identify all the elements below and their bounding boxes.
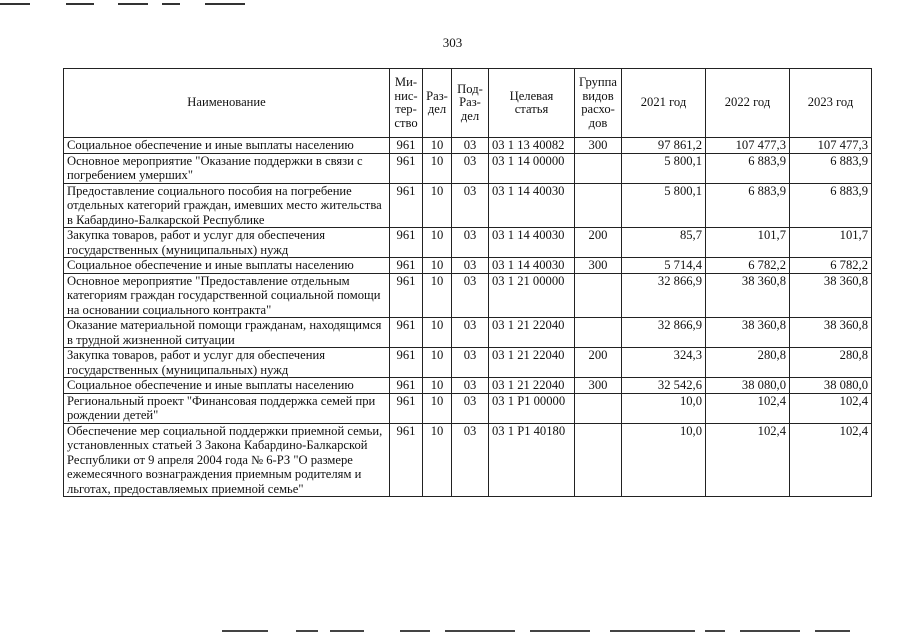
row-name: Социальное обеспечение и иные выплаты населению (64, 258, 390, 274)
row-ministry: 961 (390, 153, 423, 183)
row-subsection: 03 (452, 318, 489, 348)
table-row (64, 273, 872, 318)
row-2022: 280,8 (706, 348, 790, 378)
row-article: 03 1 14 40030 (489, 258, 575, 274)
row-2023: 6 883,9 (790, 183, 872, 228)
row-2021: 32 542,6 (622, 378, 706, 394)
row-subsection: 03 (452, 273, 489, 318)
header-article-label: Целевая статья (509, 88, 554, 116)
header-section (423, 69, 452, 138)
row-name: Социальное обеспечение и иные выплаты населению (64, 138, 390, 154)
header-group (575, 69, 622, 138)
row-2023: 107 477,3 (790, 138, 872, 154)
row-name: Закупка товаров, работ и услуг для обеспечения государственных (муниципальных) нужд (64, 228, 390, 258)
row-2022: 102,4 (706, 393, 790, 423)
row-group: 300 (575, 138, 622, 154)
row-2022: 107 477,3 (706, 138, 790, 154)
row-2022: 6 883,9 (706, 183, 790, 228)
row-2021: 5 714,4 (622, 258, 706, 274)
row-group (575, 153, 622, 183)
row-2021: 97 861,2 (622, 138, 706, 154)
table-header-row (64, 69, 872, 138)
row-article: 03 1 21 22040 (489, 318, 575, 348)
row-section: 10 (423, 348, 452, 378)
header-2021: 2021 год (622, 69, 706, 138)
row-subsection: 03 (452, 423, 489, 497)
row-2021: 32 866,9 (622, 318, 706, 348)
table-row (64, 138, 872, 154)
row-ministry: 961 (390, 228, 423, 258)
row-section: 10 (423, 138, 452, 154)
row-name: Закупка товаров, работ и услуг для обеспечения государственных (муниципальных) нужд (64, 348, 390, 378)
row-2021: 10,0 (622, 423, 706, 497)
row-2021: 32 866,9 (622, 273, 706, 318)
header-subsection-label: Под- Раз- дел (457, 81, 483, 123)
row-group (575, 393, 622, 423)
row-group (575, 423, 622, 497)
row-2023: 38 360,8 (790, 318, 872, 348)
row-2023: 38 360,8 (790, 273, 872, 318)
row-name: Основное мероприятие "Оказание поддержки в связи с погребением умерших" (64, 153, 390, 183)
row-subsection: 03 (452, 258, 489, 274)
row-2022: 102,4 (706, 423, 790, 497)
table-row (64, 348, 872, 378)
row-subsection: 03 (452, 393, 489, 423)
table-row (64, 258, 872, 274)
page-number: 303 (442, 35, 463, 50)
row-2021: 324,3 (622, 348, 706, 378)
row-2023: 6 883,9 (790, 153, 872, 183)
row-article: 03 1 21 22040 (489, 378, 575, 394)
row-subsection: 03 (452, 138, 489, 154)
row-group: 300 (575, 258, 622, 274)
header-ministry (390, 69, 423, 138)
row-group: 200 (575, 228, 622, 258)
row-ministry: 961 (390, 423, 423, 497)
row-article: 03 1 P1 00000 (489, 393, 575, 423)
header-2022: 2022 год (706, 69, 790, 138)
row-ministry: 961 (390, 183, 423, 228)
row-section: 10 (423, 423, 452, 497)
row-article: 03 1 14 00000 (489, 153, 575, 183)
row-ministry: 961 (390, 138, 423, 154)
row-2021: 5 800,1 (622, 153, 706, 183)
row-2023: 280,8 (790, 348, 872, 378)
row-section: 10 (423, 228, 452, 258)
table-row (64, 183, 872, 228)
row-ministry: 961 (390, 318, 423, 348)
header-section-label: Раз- дел (426, 88, 448, 116)
row-group (575, 183, 622, 228)
row-section: 10 (423, 393, 452, 423)
row-section: 10 (423, 273, 452, 318)
row-name: Социальное обеспечение и иные выплаты населению (64, 378, 390, 394)
row-group (575, 273, 622, 318)
row-2021: 85,7 (622, 228, 706, 258)
row-name: Основное мероприятие "Предоставление отдельным категориям граждан государственной социальной помощи на основании социального контракта" (64, 273, 390, 318)
budget-table (63, 68, 872, 497)
row-ministry: 961 (390, 348, 423, 378)
row-section: 10 (423, 258, 452, 274)
row-subsection: 03 (452, 183, 489, 228)
header-ministry-label: Ми- нис- тер- ство (394, 75, 418, 130)
row-subsection: 03 (452, 348, 489, 378)
row-ministry: 961 (390, 258, 423, 274)
scan-artifact-top (0, 0, 905, 12)
table-row (64, 228, 872, 258)
row-article: 03 1 21 22040 (489, 348, 575, 378)
row-section: 10 (423, 318, 452, 348)
row-subsection: 03 (452, 228, 489, 258)
row-2022: 6 782,2 (706, 258, 790, 274)
row-2023: 38 080,0 (790, 378, 872, 394)
row-2021: 10,0 (622, 393, 706, 423)
row-2022: 6 883,9 (706, 153, 790, 183)
scan-artifact-bottom (0, 626, 905, 640)
row-name: Обеспечение мер социальной поддержки приемной семьи, установленных статьей 3 Закона Кабардино-Балкарской Республики от 9 апреля 2004 года № 6-РЗ "О размере ежемесячного вознаграждения приемным родителям и льготах, предоставляемых приемной семье" (64, 423, 390, 497)
row-name: Предоставление социального пособия на погребение отдельных категорий граждан, имевших место жительства в Кабардино-Балкарской Республике (64, 183, 390, 228)
row-2022: 38 080,0 (706, 378, 790, 394)
header-2023: 2023 год (790, 69, 872, 138)
row-name: Региональный проект "Финансовая поддержка семей при рождении детей" (64, 393, 390, 423)
row-article: 03 1 14 40030 (489, 228, 575, 258)
row-ministry: 961 (390, 393, 423, 423)
row-group (575, 318, 622, 348)
row-ministry: 961 (390, 378, 423, 394)
header-name: Наименование (64, 69, 390, 138)
row-group: 300 (575, 378, 622, 394)
row-group: 200 (575, 348, 622, 378)
row-section: 10 (423, 378, 452, 394)
row-section: 10 (423, 153, 452, 183)
row-article: 03 1 P1 40180 (489, 423, 575, 497)
row-2021: 5 800,1 (622, 183, 706, 228)
row-2022: 38 360,8 (706, 273, 790, 318)
row-2023: 6 782,2 (790, 258, 872, 274)
row-2023: 101,7 (790, 228, 872, 258)
row-2022: 38 360,8 (706, 318, 790, 348)
header-article (489, 69, 575, 138)
header-group-label: Группа видов расхо- дов (579, 75, 617, 130)
header-subsection (452, 69, 489, 138)
row-ministry: 961 (390, 273, 423, 318)
row-article: 03 1 21 00000 (489, 273, 575, 318)
table-row (64, 153, 872, 183)
table-row (64, 318, 872, 348)
row-2022: 101,7 (706, 228, 790, 258)
row-2023: 102,4 (790, 423, 872, 497)
row-2023: 102,4 (790, 393, 872, 423)
row-section: 10 (423, 183, 452, 228)
row-subsection: 03 (452, 378, 489, 394)
row-article: 03 1 13 40082 (489, 138, 575, 154)
row-article: 03 1 14 40030 (489, 183, 575, 228)
row-name: Оказание материальной помощи гражданам, находящимся в трудной жизненной ситуации (64, 318, 390, 348)
table-row (64, 423, 872, 497)
table-row (64, 393, 872, 423)
table-row (64, 378, 872, 394)
row-subsection: 03 (452, 153, 489, 183)
